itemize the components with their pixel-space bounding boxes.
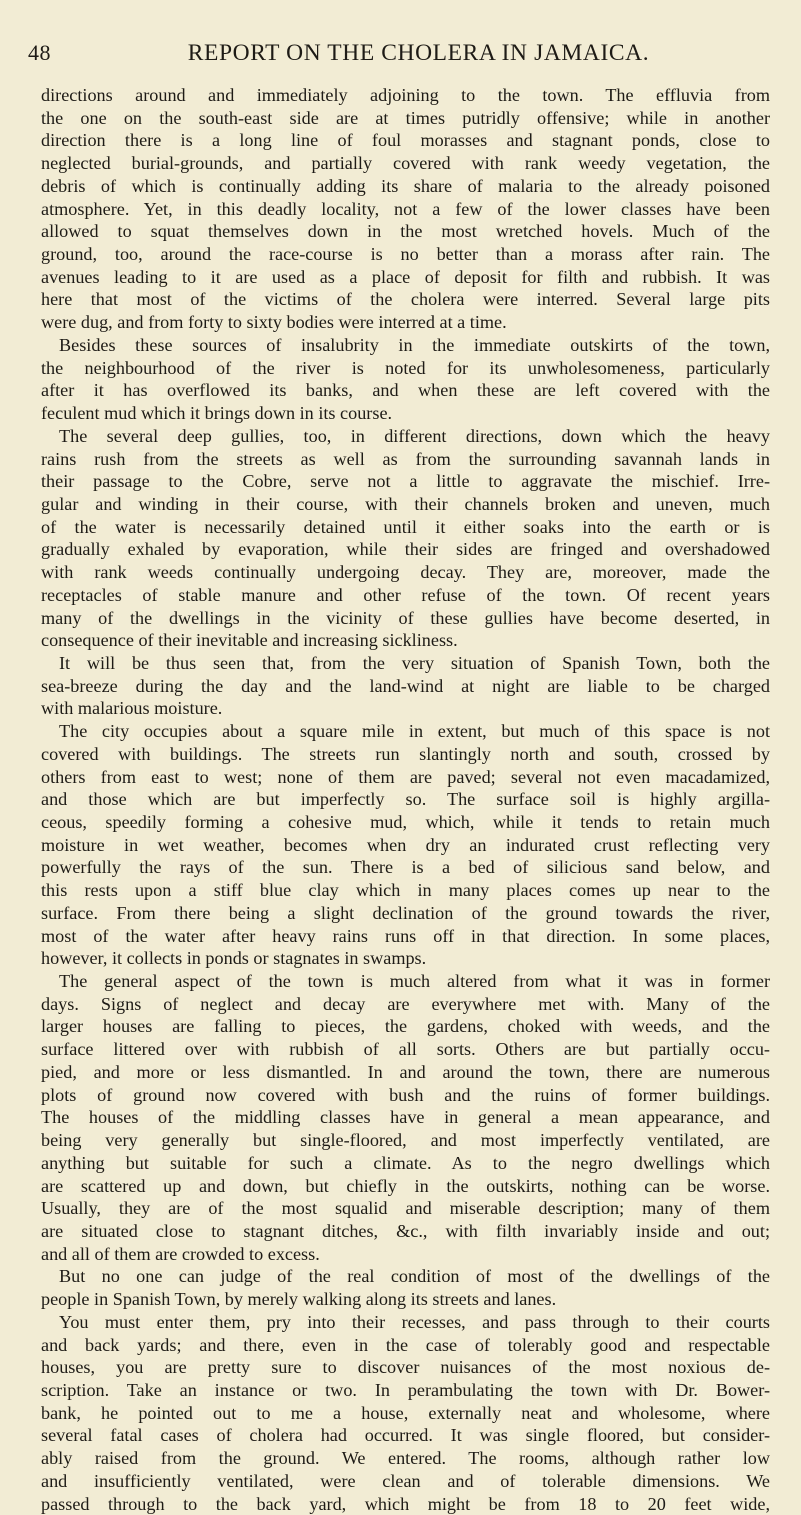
text-line: The general aspect of the town is much altered from what it was in former [59, 971, 770, 992]
text-line: this rests upon a stiff blue clay which in many places comes up near to the [41, 880, 770, 901]
text-line: Besides these sources of insalubrity in the immediate outskirts of the town, [59, 334, 770, 355]
text-line: several fatal cases of cholera had occurred. It was single floored, but consider- [41, 1425, 770, 1446]
text-line: bank, he pointed out to me a house, externally neat and wholesome, where [41, 1402, 770, 1423]
text-line: larger houses are falling to pieces, the gardens, choked with weeds, and the [41, 1016, 770, 1037]
body-text [41, 84, 770, 1515]
text-line: their passage to the Cobre, serve not a little to aggravate the mischief. Irre- [41, 471, 770, 492]
text-line: The city occupies about a square mile in extent, but much of this space is not [59, 721, 770, 742]
text-line: and insufficiently ventilated, were clean and of tolerable dimensions. We [41, 1470, 770, 1491]
text-line: receptacles of stable manure and other refuse of the town. Of recent years [41, 584, 770, 605]
text-line: are scattered up and down, but chiefly in the outskirts, nothing can be worse. [41, 1175, 770, 1196]
text-line: here that most of the victims of the cholera were interred. Several large pits [41, 289, 770, 310]
text-line: pied, and more or less dismantled. In and around the town, there are numerous [41, 1061, 770, 1082]
text-line: the neighbourhood of the river is noted for its unwholesomeness, particularly [41, 357, 770, 378]
text-line: are situated close to stagnant ditches, &c., with filth invariably inside and out; [41, 1220, 770, 1241]
text-line: days. Signs of neglect and decay are everywhere met with. Many of the [41, 993, 770, 1014]
text-line: powerfully the rays of the sun. There is a bed of silicious sand below, and [41, 857, 770, 878]
text-line: rains rush from the streets as well as from the surrounding savannah lands in [41, 448, 770, 469]
text-line: sea-breeze during the day and the land-wind at night are liable to be charged [41, 675, 770, 696]
text-line: with malarious moisture. [41, 698, 223, 719]
text-line: many of the dwellings in the vicinity of these gullies have become deserted, in [41, 607, 770, 628]
text-line: ground, too, around the race-course is no better than a morass after rain. The [41, 244, 770, 265]
page-number: 48 [28, 40, 51, 65]
text-line: ably raised from the ground. We entered. The rooms, although rather low [41, 1448, 770, 1469]
text-line: direction there is a long line of foul morasses and stagnant ponds, close to [41, 130, 770, 151]
text-line: scription. Take an instance or two. In perambulating the town with Dr. Bower- [41, 1379, 770, 1400]
text-line: however, it collects in ponds or stagnates in swamps. [41, 948, 427, 969]
text-line: passed through to the back yard, which might be from 18 to 20 feet wide, [41, 1493, 770, 1514]
page-header [28, 40, 761, 80]
text-line: moisture in wet weather, becomes when dry an indurated crust reflecting very [41, 834, 770, 855]
text-line: The several deep gullies, too, in different directions, down which the heavy [59, 425, 770, 446]
text-line: and all of them are crowded to excess. [41, 1243, 320, 1264]
text-line: were dug, and from forty to sixty bodies were interred at a time. [41, 312, 507, 333]
text-line: gular and winding in their course, with their channels broken and uneven, much [41, 493, 770, 514]
text-line: covered with buildings. The streets run slantingly north and south, crossed by [41, 743, 770, 764]
text-line: allowed to squat themselves down in the most wretched hovels. Much of the [41, 221, 770, 242]
text-line: atmosphere. Yet, in this deadly locality, not a few of the lower classes have been [41, 198, 770, 219]
text-line: others from east to west; none of them are paved; several not even macadamized, [41, 766, 770, 787]
text-line: with rank weeds continually undergoing decay. They are, moreover, made the [41, 562, 770, 583]
text-line: surface littered over with rubbish of all sorts. Others are but partially occu- [41, 1039, 770, 1060]
text-line: debris of which is continually adding its share of malaria to the already poisoned [41, 175, 770, 196]
text-line: of the water is necessarily detained until it either soaks into the earth or is [41, 516, 770, 537]
text-line: consequence of their inevitable and increasing sickliness. [41, 630, 458, 651]
text-line: and back yards; and there, even in the case of tolerably good and respectable [41, 1334, 770, 1355]
text-line: You must enter them, pry into their recesses, and pass through to their courts [59, 1311, 770, 1332]
text-line: the one on the south-east side are at times putridly offensive; while in another [41, 107, 770, 128]
text-line: gradually exhaled by evaporation, while their sides are fringed and overshadowed [41, 539, 770, 560]
text-line: and those which are but imperfectly so. The surface soil is highly argilla- [41, 789, 770, 810]
text-line: directions around and immediately adjoining to the town. The effluvia from [41, 85, 770, 105]
text-line: The houses of the middling classes have in general a mean appearance, and [41, 1107, 770, 1128]
text-line: plots of ground now covered with bush and the ruins of former buildings. [41, 1084, 770, 1105]
text-line: after it has overflowed its banks, and when these are left covered with the [41, 380, 770, 401]
text-line: ceous, speedily forming a cohesive mud, which, while it tends to retain much [41, 812, 770, 832]
text-line: being very generally but single-floored, and most imperfectly ventilated, are [41, 1130, 770, 1151]
text-line: people in Spanish Town, by merely walking along its streets and lanes. [41, 1289, 557, 1310]
text-line: avenues leading to it are used as a place of deposit for filth and rubbish. It was [41, 266, 770, 287]
text-line: anything but suitable for such a climate. As to the negro dwellings which [41, 1152, 770, 1173]
text-line: houses, you are pretty sure to discover nuisances of the most noxious de- [41, 1357, 770, 1378]
text-line: Usually, they are of the most squalid and miserable description; many of them [41, 1198, 770, 1219]
text-line: neglected burial-grounds, and partially covered with rank weedy vegetation, the [41, 153, 770, 174]
text-line: feculent mud which it brings down in its course. [41, 403, 393, 424]
text-line: most of the water after heavy rains runs off in that direction. In some places, [41, 925, 770, 946]
text-line: surface. From there being a slight declination of the ground towards the river, [41, 902, 770, 923]
running-title: REPORT ON THE CHOLERA IN JAMAICA. [187, 40, 650, 66]
text-line: It will be thus seen that, from the very situation of Spanish Town, both the [59, 652, 770, 673]
text-line: But no one can judge of the real condition of most of the dwellings of the [59, 1266, 770, 1287]
